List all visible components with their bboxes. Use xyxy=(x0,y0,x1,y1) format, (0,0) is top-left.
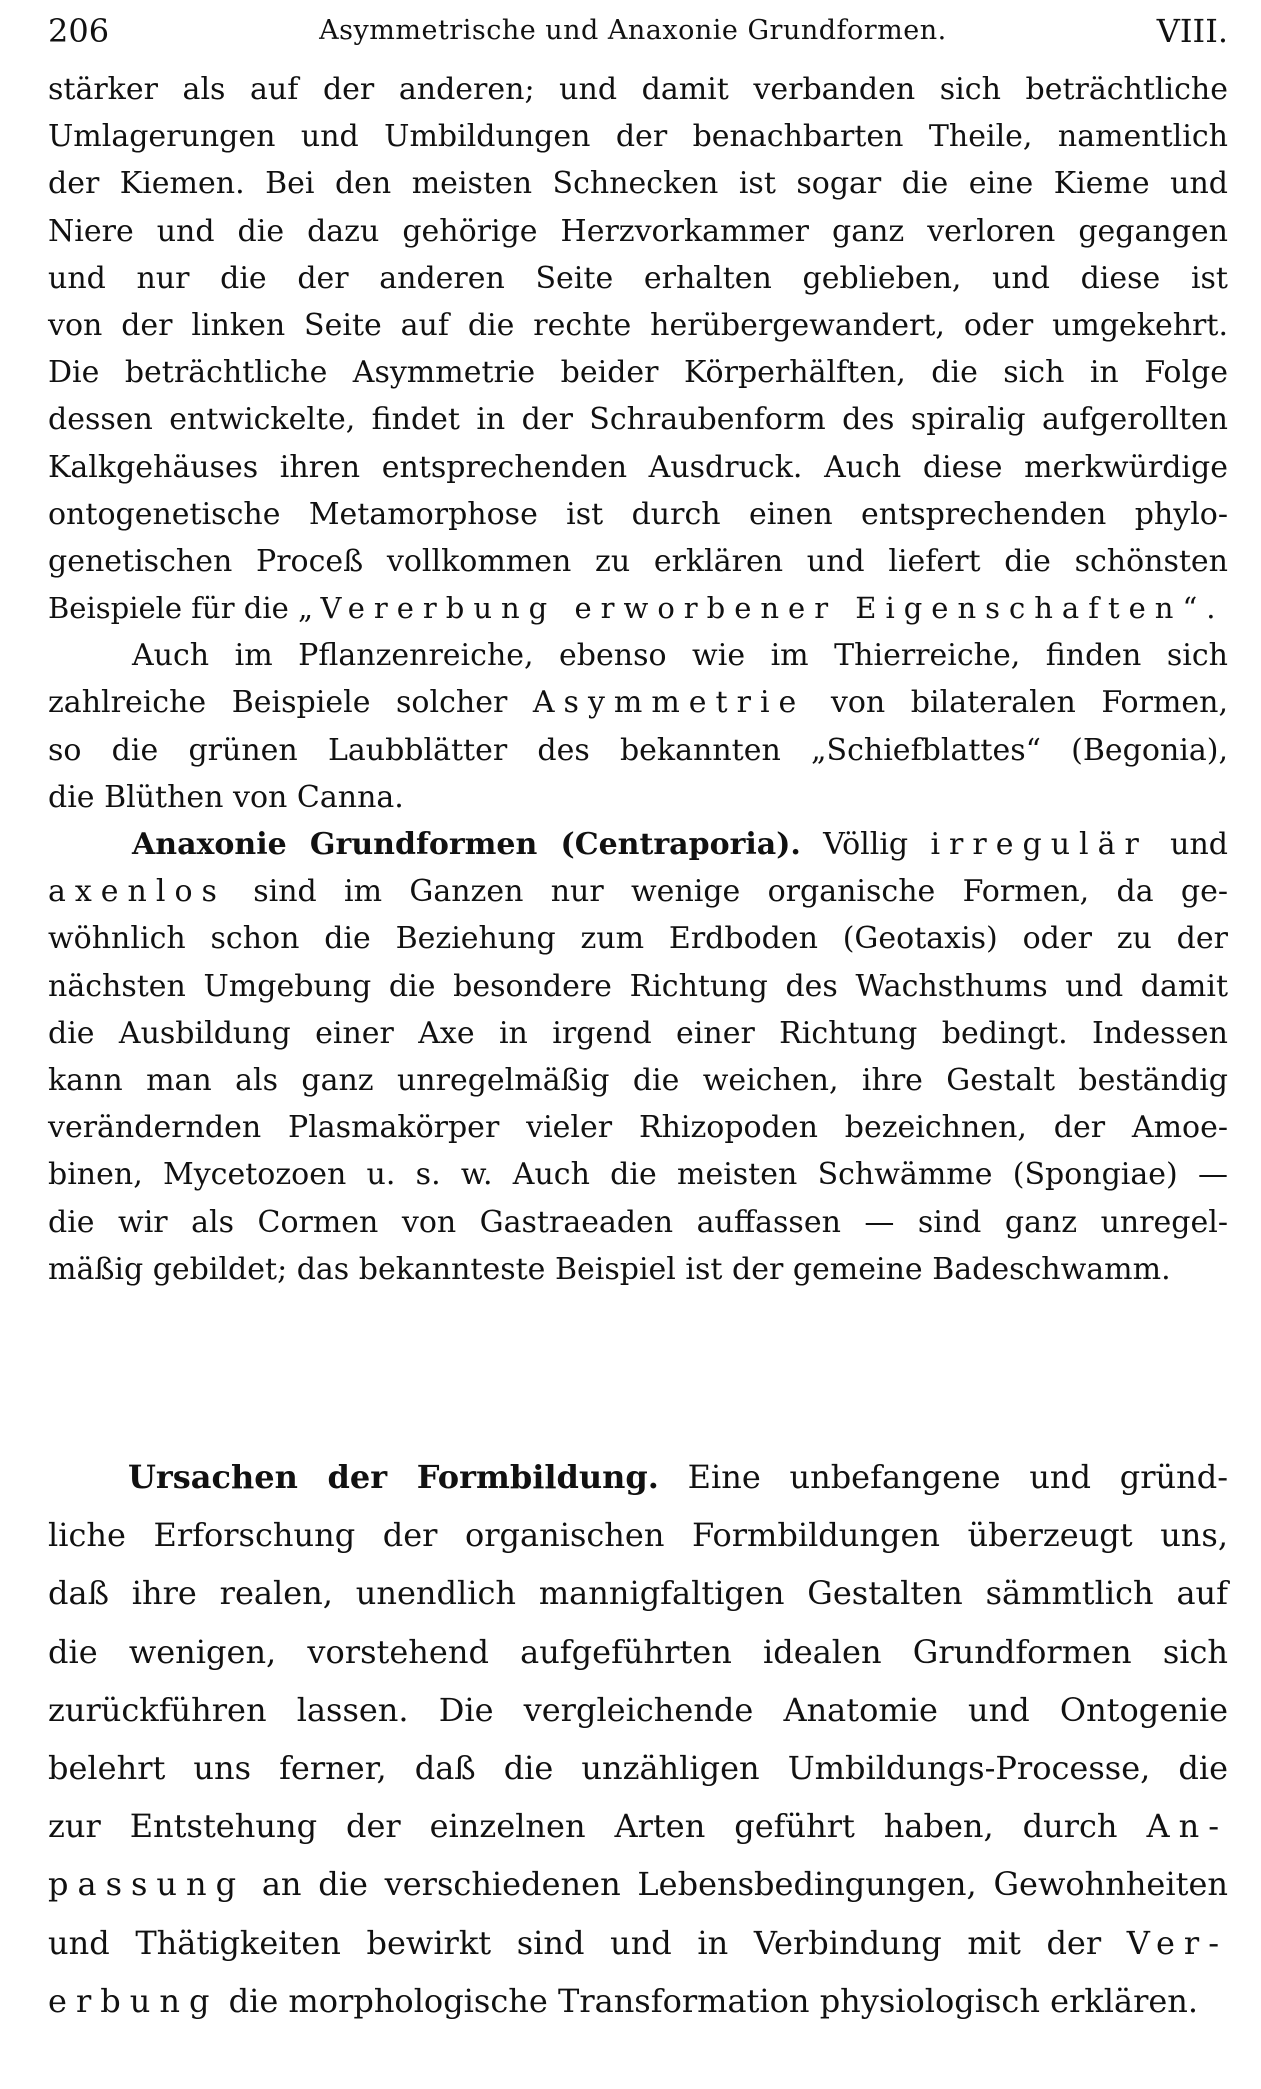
spaced-emphasis: An- xyxy=(1146,1807,1228,1846)
spaced-emphasis: erbung xyxy=(48,1981,219,2020)
spaced-emphasis: passung xyxy=(48,1865,246,1904)
text-line xyxy=(48,1914,1228,1972)
text-line: die Blüthen von Canna. xyxy=(48,779,404,815)
spaced-emphasis: irregulär xyxy=(930,827,1148,862)
section-heading: Ursachen der Formbildung. xyxy=(128,1458,659,1496)
text-line: der Kiemen. Bei den meisten Schnecken ist sogar die eine Kieme und xyxy=(48,166,1228,202)
text-fragment: zur Entstehung der einzelnen Arten geführt haben, durch xyxy=(48,1807,1147,1846)
text-line xyxy=(48,679,1228,726)
spaced-emphasis: „Vererbung erworbener Eigenschaften“. xyxy=(298,591,1225,626)
text-line: Umlagerungen und Umbildungen der benachbarten Theile, namentlich xyxy=(48,119,1228,155)
text-fragment: Völlig xyxy=(800,827,931,862)
text-line: so die grünen Laubblätter des bekannten „Schiefblattes“ (Begonia), xyxy=(48,732,1228,768)
text-fragment: an die verschiedenen Lebensbedingungen, Gewohnheiten xyxy=(245,1865,1228,1904)
text-fragment: Beispiele für die xyxy=(48,591,298,626)
text-line: Kalkgehäuses ihren entsprechenden Ausdruck. Auch diese merkwürdige xyxy=(48,449,1228,485)
text-fragment: von bilateralen Formen, xyxy=(805,685,1228,721)
spaced-emphasis: Ver- xyxy=(1126,1923,1228,1962)
text-fragment: und Thätigkeiten bewirkt sind und in Verbindung mit der xyxy=(48,1923,1127,1962)
text-fragment: die morphologische Transformation physiologisch erklären. xyxy=(218,1981,1199,2020)
spaced-emphasis: Asymmetrie xyxy=(532,685,806,721)
running-title: Asymmetrische und Anaxonie Grundformen. xyxy=(319,15,947,46)
text-line: wöhnlich schon die Beziehung zum Erdboden (Geotaxis) oder zu der xyxy=(48,921,1228,957)
text-line: von der linken Seite auf die rechte herübergewandert, oder umgekehrt. xyxy=(48,307,1228,343)
text-line: Auch im Pflanzenreiche, ebenso wie im Thierreiche, finden sich xyxy=(132,638,1228,674)
text-line: und nur die der anderen Seite erhalten geblieben, und diese ist xyxy=(48,260,1228,296)
text-line: daß ihre realen, unendlich mannigfaltigen Gestalten sämmtlich auf xyxy=(48,1574,1228,1613)
page-number: 206 xyxy=(48,12,110,50)
text-fragment: sind im Ganzen nur wenige organische Formen, da ge- xyxy=(225,874,1228,910)
text-fragment: zahlreiche Beispiele solcher xyxy=(48,685,533,721)
text-line xyxy=(48,1855,1228,1913)
spaced-emphasis: axenlos xyxy=(48,874,226,910)
text-line: zurückführen lassen. Die vergleichende Anatomie und Ontogenie xyxy=(48,1690,1228,1729)
text-line: Die beträchtliche Asymmetrie beider Körperhälften, die sich in Folge xyxy=(48,355,1228,391)
text-line: dessen entwickelte, findet in der Schraubenform des spiralig aufgerollten xyxy=(48,402,1228,438)
text-line: liche Erforschung der organischen Formbildungen überzeugt uns, xyxy=(48,1516,1228,1555)
text-line xyxy=(48,585,1228,632)
section-heading: Anaxonie Grundformen (Centraporia). xyxy=(132,827,801,862)
text-line xyxy=(48,821,1228,868)
text-fragment: und xyxy=(1147,827,1228,862)
text-line: Niere und die dazu gehörige Herzvorkammer ganz verloren gegangen xyxy=(48,213,1228,249)
text-line: belehrt uns ferner, daß die unzähligen Umbildungs-Processe, die xyxy=(48,1748,1228,1787)
text-line xyxy=(48,1797,1228,1855)
text-line: die wenigen, vorstehend aufgeführten idealen Grundformen sich xyxy=(48,1632,1228,1671)
chapter-number: VIII. xyxy=(1156,12,1228,50)
text-line: kann man als ganz unregelmäßig die weichen, ihre Gestalt beständig xyxy=(48,1062,1228,1098)
paragraph-formbildung xyxy=(48,1448,1228,2030)
running-head xyxy=(48,6,1228,56)
book-page xyxy=(48,0,1228,2089)
text-line: die Ausbildung einer Axe in irgend einer Richtung bedingt. Indessen xyxy=(48,1015,1228,1051)
text-line: stärker als auf der anderen; und damit verbanden sich beträchtliche xyxy=(48,72,1228,107)
paragraph-snail-asymmetry xyxy=(48,66,1228,632)
text-line: die wir als Cormen von Gastraeaden auffassen — sind ganz unregel- xyxy=(48,1204,1228,1240)
text-block-upper xyxy=(48,66,1228,1293)
text-line: binen, Mycetozoen u. s. w. Auch die meisten Schwämme (Spongiae) — xyxy=(48,1157,1228,1193)
paragraph-plant-asymmetry xyxy=(48,632,1228,821)
text-block-lower xyxy=(48,1448,1228,2030)
text-line xyxy=(48,868,1228,915)
text-line: nächsten Umgebung die besondere Richtung des Wachsthums und damit xyxy=(48,968,1228,1004)
text-line: mäßig gebildet; das bekannteste Beispiel ist der gemeine Badeschwamm. xyxy=(48,1251,1171,1287)
text-line: genetischen Proceß vollkommen zu erklären und liefert die schönsten xyxy=(48,543,1228,579)
paragraph-anaxonie xyxy=(48,821,1228,1293)
text-line xyxy=(48,1448,1228,1506)
text-line: verändernden Plasmakörper vieler Rhizopoden bezeichnen, der Amoe- xyxy=(48,1110,1228,1146)
text-line xyxy=(48,1972,1228,2030)
text-line: ontogenetische Metamorphose ist durch einen entsprechenden phylo- xyxy=(48,496,1228,532)
text-fragment: Eine unbefangene und gründ- xyxy=(658,1458,1229,1496)
